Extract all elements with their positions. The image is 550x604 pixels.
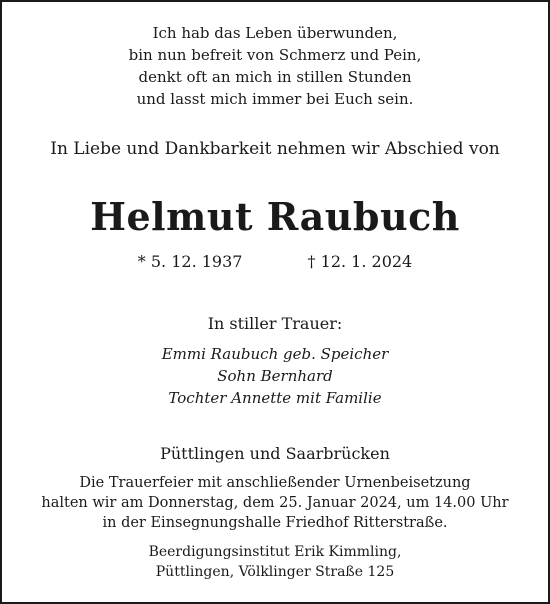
poem-line: denkt oft an mich in stillen Stunden: [138, 68, 412, 86]
poem-line: und lasst mich immer bei Euch sein.: [136, 90, 414, 108]
deceased-name: Helmut Raubuch: [90, 194, 460, 239]
ceremony-info: [2, 473, 548, 533]
poem-line: bin nun befreit von Schmerz und Pein,: [128, 46, 422, 64]
undertaker-info: [2, 542, 548, 582]
undertaker-line: Püttlingen, Völklinger Straße 125: [155, 564, 395, 580]
mourners-list: [2, 343, 548, 409]
mourner-name: Sohn Bernhard: [217, 367, 333, 385]
ceremony-line: halten wir am Donnerstag, dem 25. Januar 2024, um 14.00 Uhr: [41, 495, 509, 511]
mourning-title: In stiller Trauer:: [207, 314, 343, 333]
poem-line: Ich hab das Leben überwunden,: [152, 24, 398, 42]
farewell-intro: In Liebe und Dankbarkeit nehmen wir Abschied von: [50, 139, 500, 159]
mourner-name: Tochter Annette mit Familie: [168, 389, 382, 407]
birth-date: * 5. 12. 1937: [137, 252, 243, 271]
ceremony-line: in der Einsegnungshalle Friedhof Ritterstraße.: [102, 515, 448, 531]
places: Püttlingen und Saarbrücken: [160, 444, 390, 463]
memorial-poem: [2, 22, 548, 110]
life-dates: [2, 250, 548, 274]
death-date: † 12. 1. 2024: [307, 252, 413, 271]
ceremony-line: Die Trauerfeier mit anschließender Urnenbeisetzung: [79, 475, 471, 491]
undertaker-line: Beerdigungsinstitut Erik Kimmling,: [148, 544, 402, 560]
mourner-name: Emmi Raubuch geb. Speicher: [161, 345, 389, 363]
